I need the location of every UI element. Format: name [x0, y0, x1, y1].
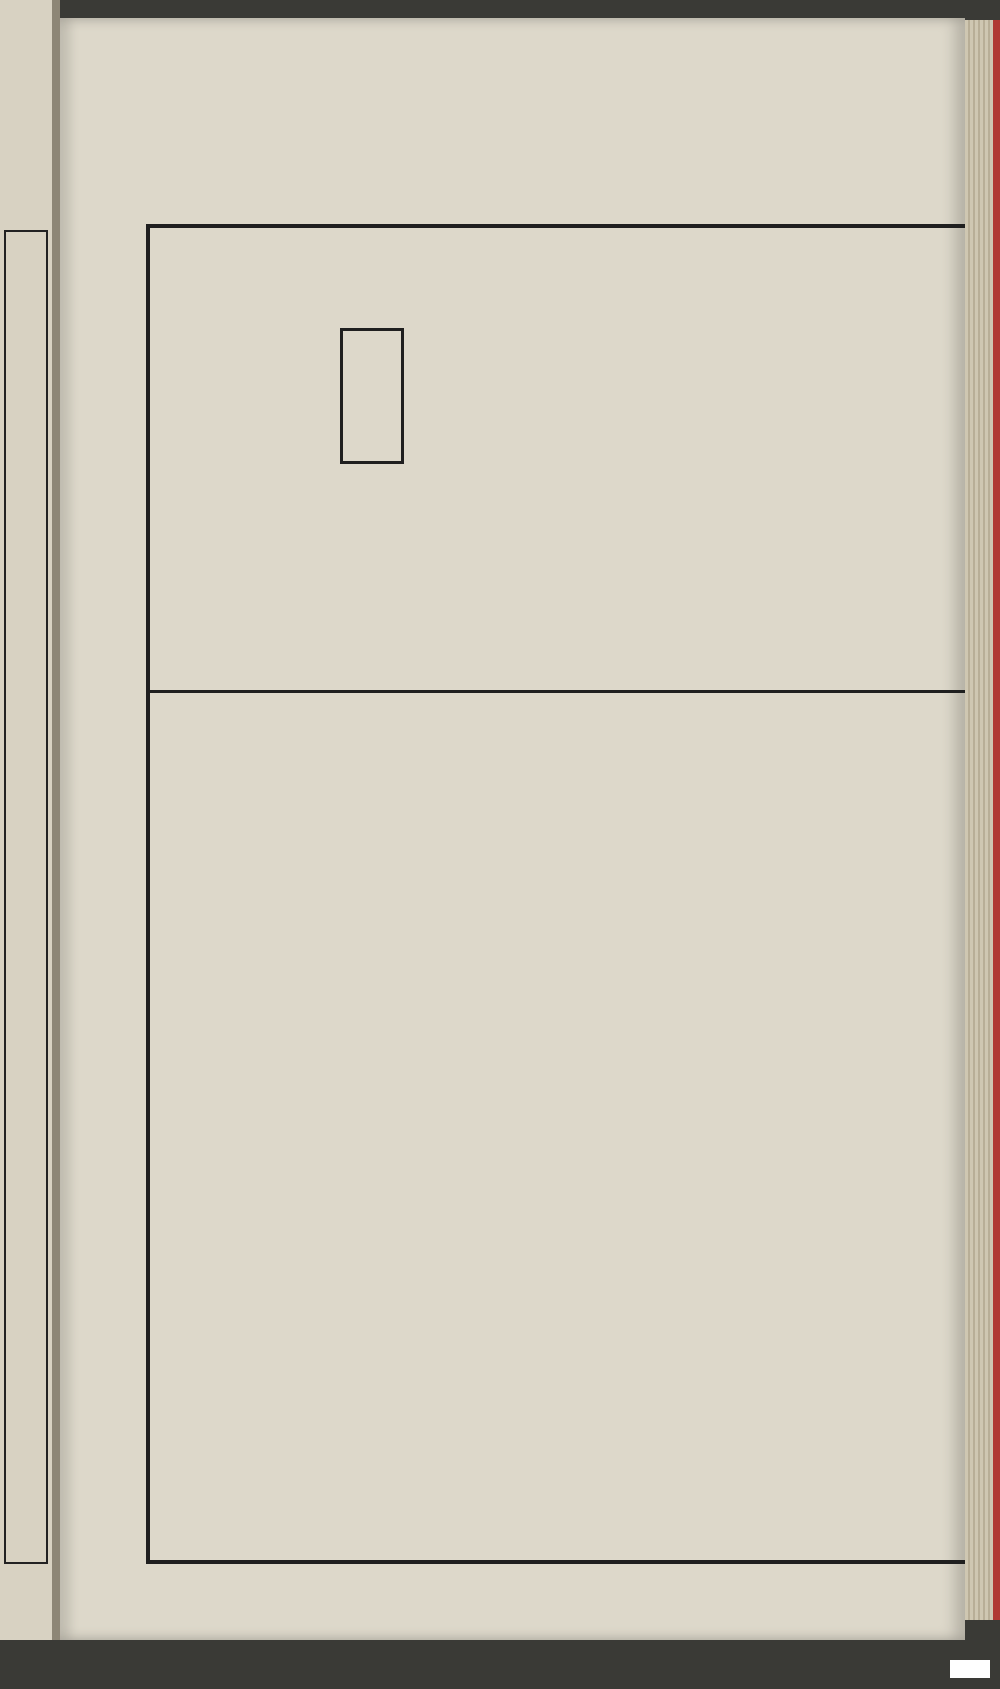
footer-bar	[0, 1650, 1000, 1689]
section-divider	[150, 690, 1000, 693]
dfg-logo	[950, 1660, 990, 1678]
book-cover-edge	[993, 20, 1000, 1620]
page-edges	[965, 20, 993, 1620]
book-gutter	[52, 0, 60, 1640]
book-page	[60, 18, 965, 1640]
left-page-frame	[4, 230, 48, 1564]
section-title-box	[340, 328, 404, 464]
left-page-spine	[0, 0, 54, 1640]
text-frame	[146, 224, 1000, 1564]
